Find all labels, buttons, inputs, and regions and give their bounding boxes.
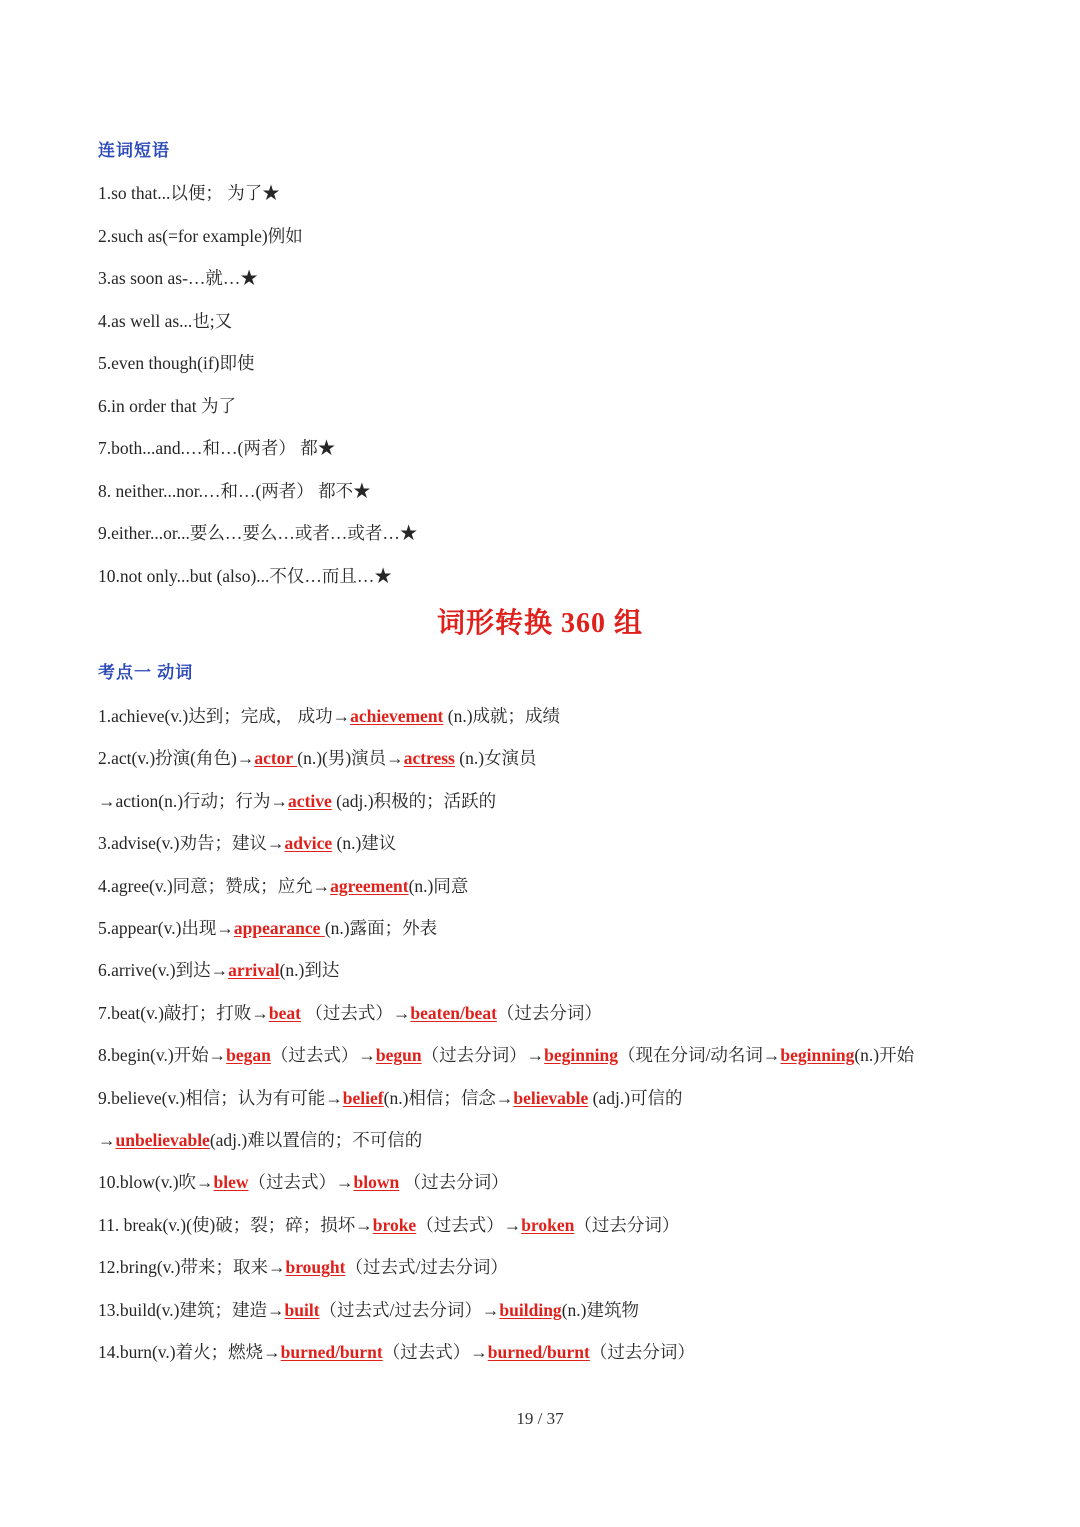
- entry-text: 5.appear(v.)出现→: [98, 918, 234, 938]
- entry-text: (n.)到达: [279, 960, 340, 981]
- entry-text: (n.)相信；信念→: [383, 1087, 514, 1108]
- answer-word: active: [288, 790, 332, 811]
- entry-text: （过去式/过去分词）→: [319, 1299, 500, 1320]
- entry-text: →: [98, 1130, 116, 1150]
- answer-word: burned/burnt: [487, 1342, 590, 1362]
- answer-word: broke: [372, 1214, 417, 1235]
- entry-text: （过去式/过去分词）: [345, 1257, 508, 1278]
- entry-text: （过去分词）→: [421, 1045, 545, 1066]
- entry-text: 1.achieve(v.)达到；完成， 成功→: [98, 706, 351, 726]
- entry-text: (adj.)难以置信的；不可信的: [209, 1130, 423, 1150]
- word-entry: [98, 1086, 683, 1110]
- answer-word: achievement: [350, 706, 444, 726]
- entry-text: 2.act(v.)扮演(角色)→: [98, 748, 255, 769]
- answer-word: beginning: [780, 1045, 855, 1066]
- answer-word: belief: [342, 1087, 384, 1108]
- word-entry: [98, 831, 396, 855]
- entry-text: （过去分词）: [589, 1342, 695, 1362]
- entry-text: 12.bring(v.)带来；取来→: [98, 1257, 286, 1278]
- word-entry: [98, 704, 560, 728]
- entry-text: (n.)(男)演员→: [297, 748, 404, 769]
- word-entry: [98, 958, 339, 982]
- answer-word: began: [226, 1045, 271, 1066]
- entry-text: →action(n.)行动；行为→: [98, 790, 289, 811]
- entry-text: (n.)成就；成绩: [443, 706, 561, 726]
- entry-text: (adj.)可信的: [588, 1087, 683, 1108]
- answer-word: begun: [375, 1045, 422, 1066]
- word-entry: [98, 1213, 679, 1237]
- word-entry: [98, 916, 437, 940]
- phrase-item: 10.not only...but (also)...不仅…而且…★: [98, 565, 392, 586]
- word-entry: [98, 1043, 914, 1067]
- entry-text: (n.)同意: [408, 875, 469, 896]
- answer-word: advice: [284, 833, 333, 854]
- phrase-item: 6.in order that 为了: [98, 395, 237, 416]
- entry-text: （过去分词）: [399, 1172, 509, 1193]
- entry-text: (n.)露面；外表: [324, 918, 438, 938]
- entry-text: 10.blow(v.)吹→: [98, 1172, 214, 1193]
- answer-word: actress: [403, 748, 455, 769]
- answer-word: brought: [285, 1257, 346, 1278]
- phrase-item: 7.both...and.…和…(两者） 都★: [98, 438, 336, 458]
- answer-word: broken: [521, 1214, 575, 1235]
- entry-text: (n.)开始: [854, 1045, 915, 1066]
- entry-text: （过去式）→: [301, 1002, 411, 1023]
- phrase-item: 9.either...or...要么…要么…或者…或者…★: [98, 523, 418, 543]
- entry-text: 14.burn(v.)着火；燃烧→: [98, 1342, 281, 1362]
- phrase-item: 3.as soon as-…就…★: [98, 268, 258, 288]
- answer-word: beat: [268, 1002, 301, 1023]
- phrase-item: 4.as well as...也;又: [98, 310, 233, 331]
- word-entry: [98, 1340, 695, 1364]
- word-entry: [98, 874, 468, 898]
- entry-text: （过去分词）: [574, 1214, 680, 1235]
- entry-text: 6.arrive(v.)到达→: [98, 960, 229, 981]
- word-entry: [98, 1170, 509, 1194]
- entry-text: (n.)建议: [332, 833, 397, 854]
- entry-text: （过去分词）: [496, 1002, 602, 1023]
- page-title: 词形转换 360 组: [436, 608, 643, 639]
- phrases-heading: 连词短语: [98, 141, 170, 160]
- page-number: 19 / 37: [516, 1409, 564, 1428]
- answer-word: actor: [254, 748, 298, 769]
- entry-text: 9.believe(v.)相信；认为有可能→: [98, 1087, 343, 1108]
- entry-text: 8.begin(v.)开始→: [98, 1045, 227, 1066]
- answer-word: beginning: [544, 1045, 619, 1066]
- answer-word: built: [284, 1299, 320, 1320]
- entry-text: 7.beat(v.)敲打；打败→: [98, 1002, 269, 1023]
- answer-word: burned/burnt: [280, 1342, 383, 1362]
- answer-word: believable: [513, 1087, 589, 1108]
- entry-text: 11. break(v.)(使)破；裂；碎；损坏→: [98, 1214, 373, 1235]
- word-entry: [98, 1001, 602, 1025]
- entry-text: 4.agree(v.)同意；赞成；应允→: [98, 875, 331, 896]
- entry-text: （过去式）→: [382, 1342, 488, 1362]
- entry-text: （过去式）→: [248, 1172, 354, 1193]
- entry-text: 13.build(v.)建筑；建造→: [98, 1299, 285, 1320]
- section-heading: 考点一 动词: [98, 663, 194, 682]
- phrase-item: 8. neither...nor.…和…(两者） 都不★: [98, 480, 371, 501]
- answer-word: beaten/beat: [410, 1002, 497, 1023]
- entry-text: （现在分词/动名词→: [618, 1045, 781, 1066]
- answer-word: arrival: [228, 960, 280, 981]
- phrase-item: 1.so that...以便； 为了★: [98, 183, 280, 203]
- answer-word: blown: [353, 1172, 400, 1193]
- entry-text: （过去式）→: [416, 1214, 522, 1235]
- word-entry: [98, 746, 537, 770]
- entry-text: (n.)女演员: [454, 748, 537, 769]
- word-entry: [98, 1128, 422, 1152]
- entry-text: 3.advise(v.)劝告；建议→: [98, 833, 285, 854]
- answer-word: agreement: [330, 875, 409, 896]
- word-entry: [98, 1255, 508, 1279]
- answer-word: unbelievable: [115, 1130, 210, 1150]
- entry-text: (adj.)积极的；活跃的: [331, 790, 497, 811]
- phrase-item: 5.even though(if)即使: [98, 353, 255, 373]
- word-entry: [98, 789, 496, 813]
- answer-word: appearance: [233, 918, 325, 938]
- word-entry: [98, 1298, 639, 1322]
- answer-word: blew: [213, 1172, 249, 1193]
- entry-text: (n.)建筑物: [561, 1299, 639, 1320]
- entry-text: （过去式）→: [270, 1045, 376, 1066]
- answer-word: building: [499, 1299, 562, 1320]
- phrase-item: 2.such as(=for example)例如: [98, 225, 303, 246]
